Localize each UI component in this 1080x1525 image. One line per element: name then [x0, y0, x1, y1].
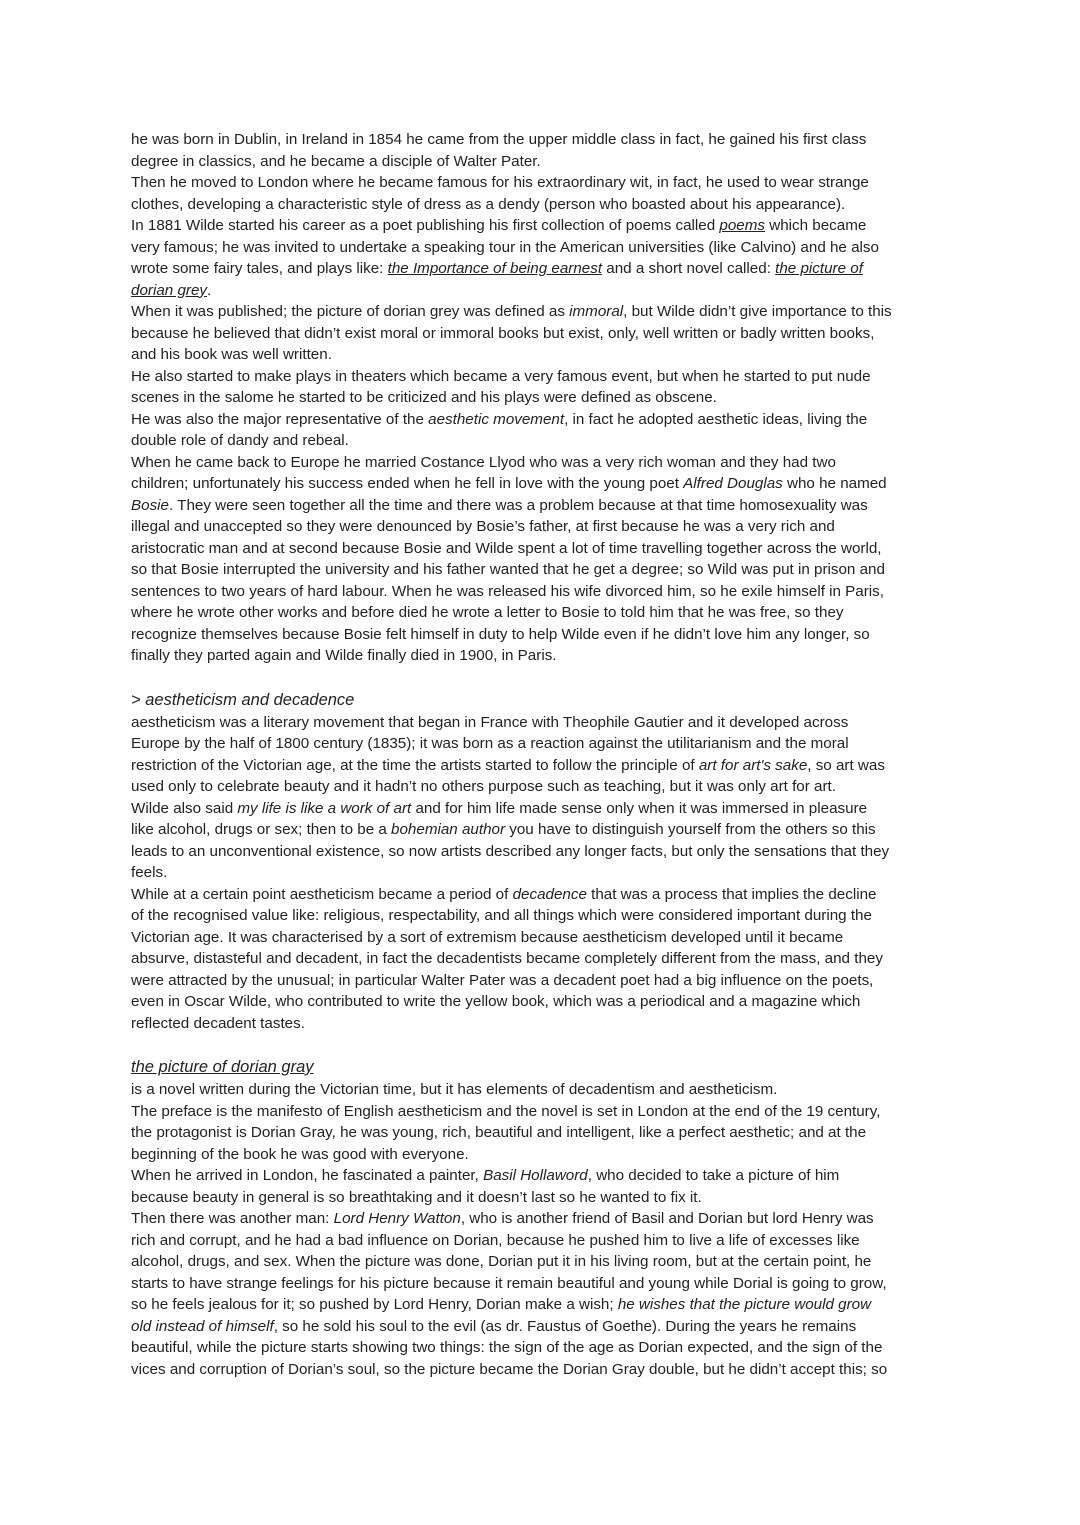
paragraph-line: [131, 1187, 961, 1209]
paragraph-line: [131, 841, 961, 863]
text-run: degree in classics, and he became a disciple of Walter Pater.: [131, 152, 541, 170]
paragraph-line: [131, 819, 961, 841]
text-run: , in fact he adopted aesthetic ideas, living the: [564, 410, 868, 428]
text-run: Europe by the half of 1800 century (1835); it was born as a reaction against the utilitarianism and the moral: [131, 735, 849, 752]
paragraph-line: [131, 798, 961, 820]
emphasis: aesthetic movement: [428, 410, 565, 428]
text-run: absurve, distasteful and decadent, in fact the decadentists became completely different from the mass, and they: [131, 950, 883, 967]
paragraph-line: [131, 1230, 961, 1252]
title-reference: the Importance of being earnest: [387, 260, 603, 277]
text-run: very famous; he was invited to undertake a speaking tour in the American universities (like Calvino) and he also: [131, 238, 879, 256]
paragraph-line: [131, 862, 961, 884]
emphasis: Lord Henry Watton: [333, 1210, 461, 1227]
text-run: . They were seen together all the time and there was a problem because at that time homosexuality was: [169, 496, 868, 514]
paragraph-line: [131, 1294, 961, 1316]
paragraph-line: [131, 387, 961, 409]
paragraph-line: [131, 1122, 961, 1144]
section-heading: > aestheticism and decadence: [131, 690, 355, 709]
text-run: so he feels jealous for it; so pushed by Lord Henry, Dorian make a wish;: [131, 1296, 618, 1313]
section-spacer: [131, 667, 961, 689]
emphasis: art for art's sake: [698, 756, 808, 774]
title-reference: the picture of: [775, 260, 863, 277]
biography-section: [131, 129, 961, 667]
paragraph-line: [131, 495, 961, 517]
text-run: and a short novel called:: [602, 260, 776, 277]
paragraph-line: [131, 1013, 961, 1035]
text-run: , so he sold his soul to the evil (as dr. Faustus of Goethe). During the years he remains: [273, 1317, 857, 1335]
paragraph-line: [131, 755, 961, 777]
paragraph-line: [131, 948, 961, 970]
paragraph-line: [131, 258, 961, 280]
paragraph-line: [131, 452, 961, 474]
text-run: In 1881 Wilde started his career as a poet publishing his first collection of poems called: [131, 217, 720, 234]
text-run: aristocratic man and at second because Bosie and Wilde spent a lot of time travelling together across the world,: [131, 539, 882, 557]
text-run: finally they parted again and Wilde finally died in 1900, in Paris.: [131, 647, 557, 664]
text-run: that was a process that implies the decline: [586, 885, 877, 903]
text-run: and his book was well written.: [131, 346, 332, 363]
paragraph-line: [131, 1316, 961, 1338]
paragraph-line: [131, 1359, 961, 1381]
paragraph-line: [131, 1273, 961, 1295]
paragraph-line: [131, 129, 961, 151]
text-run: When he arrived in London, he fascinated a painter,: [131, 1167, 484, 1184]
paragraph-line: [131, 280, 961, 302]
paragraph-line: [131, 1101, 961, 1123]
text-run: aestheticism was a literary movement that began in France with Theophile Gautier and it developed across: [131, 713, 849, 731]
title-reference: poems: [719, 217, 765, 234]
document-page: [131, 129, 961, 1380]
text-run: Then he moved to London where he became famous for his extraordinary wit, in fact, he used to wear strange: [131, 174, 869, 191]
text-run: rich and corrupt, and he had a bad influence on Dorian, because he pushed him to live a life of excesses like: [131, 1231, 860, 1249]
text-run: scenes in the salome he started to be criticized and his plays were defined as obscene.: [131, 389, 717, 406]
paragraph-line: [131, 1208, 961, 1230]
paragraph-line: [131, 194, 961, 216]
text-run: The preface is the manifesto of English aestheticism and the novel is set in London at the end of the 19 century,: [131, 1102, 881, 1120]
paragraph-line: [131, 237, 961, 259]
paragraph-line: [131, 1337, 961, 1359]
paragraph-line: [131, 927, 961, 949]
emphasis: Bosie: [131, 496, 169, 514]
text-run: you have to distinguish yourself from the others so this: [505, 821, 876, 838]
paragraph-line: [131, 624, 961, 646]
paragraph-line: [131, 1251, 961, 1273]
paragraph-line: [131, 516, 961, 538]
section-heading: the picture of dorian gray: [131, 1058, 314, 1076]
paragraph-line: [131, 538, 961, 560]
dorian-gray-section: [131, 1056, 961, 1380]
text-run: of the recognised value like: religious, respectability, and all things which were considered important during the: [131, 907, 872, 924]
paragraph-line: [131, 602, 961, 624]
text-run: , who decided to take a picture of him: [587, 1167, 840, 1184]
text-run: alcohol, drugs, and sex. When the picture was done, Dorian put it in his living room, but at the certain point, he: [131, 1253, 872, 1270]
text-run: who he named: [782, 475, 887, 492]
text-run: beautiful, while the picture starts showing two things: the sign of the age as Dorian expected, and the sign of the: [131, 1339, 883, 1356]
text-run: double role of dandy and rebeal.: [131, 432, 349, 449]
text-run: is a novel written during the Victorian time, but it has elements of decadentism and aestheticism.: [131, 1081, 778, 1098]
text-run: beginning of the book he was good with everyone.: [131, 1145, 469, 1163]
paragraph-line: [131, 991, 961, 1013]
paragraph-line: [131, 215, 961, 237]
section-spacer: [131, 1034, 961, 1056]
emphasis: immoral: [569, 303, 624, 320]
emphasis: old instead of himself: [131, 1317, 274, 1335]
paragraph-line: [131, 884, 961, 906]
text-run: Wilde also said: [131, 799, 238, 817]
text-run: illegal and unaccepted so they were denounced by Bosie’s father, at first because he was a very rich and: [131, 518, 835, 535]
title-reference: dorian grey: [131, 281, 207, 299]
text-run: He was also the major representative of the: [131, 410, 429, 428]
text-run: he was born in Dublin, in Ireland in 1854 he came from the upper middle class in fact, he gained his first class: [131, 131, 867, 148]
paragraph-line: [131, 905, 961, 927]
text-run: like alcohol, drugs or sex; then to be a: [131, 821, 392, 838]
text-run: where he wrote other works and before died he wrote a letter to Bosie to told him that he was free, so they: [131, 604, 844, 621]
paragraph-line: [131, 1079, 961, 1101]
text-run: and for him life made sense only when it was immersed in pleasure: [411, 799, 868, 817]
paragraph-line: [131, 323, 961, 345]
paragraph-line: [131, 970, 961, 992]
text-run: were attracted by the unusual; in particular Walter Pater was a decadent poet had a big influence on the poets,: [131, 971, 874, 989]
paragraph-line: [131, 473, 961, 495]
text-run: wrote some fairy tales, and plays like:: [131, 260, 388, 277]
emphasis: Alfred Douglas: [683, 475, 783, 492]
text-run: vices and corruption of Dorian’s soul, so the picture became the Dorian Gray double, but he didn’t accept this; so: [131, 1360, 888, 1378]
text-run: clothes, developing a characteristic style of dress as a dendy (person who boasted about his appearance).: [131, 195, 846, 213]
paragraph-line: [131, 172, 961, 194]
text-run: , so art was: [807, 756, 885, 774]
text-run: sentences to two years of hard labour. When he was released his wife divorced him, so he exile himself in Paris,: [131, 582, 884, 600]
paragraph-line: [131, 409, 961, 431]
emphasis: bohemian author: [391, 821, 506, 838]
text-run: even in Oscar Wilde, who contributed to write the yellow book, which was a periodical and a magazine which: [131, 993, 861, 1010]
paragraph-line: [131, 776, 961, 798]
text-run: feels.: [131, 864, 168, 881]
text-run: Victorian age. It was characterised by a sort of extremism because aestheticism developed until it became: [131, 928, 844, 946]
text-run: children; unfortunately his success ended when he fell in love with the young poet: [131, 475, 684, 492]
text-run: recognize themselves because Bosie felt himself in duty to help Wilde even if he didn’t love him any longer, so: [131, 625, 870, 643]
emphasis: my life is like a work of art: [237, 799, 412, 817]
text-run: leads to an unconventional existence, so now artists described any longer facts, but only the sensations that they: [131, 842, 890, 860]
text-run: used only to celebrate beauty and it hadn’t no others purpose such as teaching, but it was only art for art.: [131, 778, 836, 795]
emphasis: decadence: [512, 885, 587, 903]
text-run: .: [206, 281, 212, 299]
paragraph-line: [131, 581, 961, 603]
paragraph-line: [131, 344, 961, 366]
paragraph-line: [131, 733, 961, 755]
paragraph-line: [131, 712, 961, 734]
paragraph-line: [131, 1165, 961, 1187]
aestheticism-section: [131, 689, 961, 1035]
text-run: , but Wilde didn’t give importance to this: [623, 303, 892, 320]
paragraph-line: [131, 366, 961, 388]
paragraph-line: [131, 1144, 961, 1166]
text-run: He also started to make plays in theaters which became a very famous event, but when he started to put nude: [131, 367, 871, 385]
emphasis: he wishes that the picture would grow: [617, 1296, 872, 1313]
paragraph-line: [131, 645, 961, 667]
paragraph-line: [131, 559, 961, 581]
text-run: While at a certain point aestheticism became a period of: [131, 885, 513, 903]
text-run: , who is another friend of Basil and Dorian but lord Henry was: [460, 1210, 874, 1227]
text-run: When he came back to Europe he married Costance Llyod who was a very rich woman and they had two: [131, 453, 836, 471]
text-run: reflected decadent tastes.: [131, 1014, 305, 1032]
paragraph-line: [131, 301, 961, 323]
emphasis: Basil Hollaword: [483, 1167, 588, 1184]
text-run: starts to have strange feelings for his picture because it remain beautiful and young while Dorial is going to grow,: [131, 1274, 887, 1292]
text-run: because beauty in general is so breathtaking and it doesn’t last so he wanted to fix it.: [131, 1188, 702, 1206]
text-run: so that Bosie interrupted the university and his father wanted that he get a degree; so Wild was put in prison and: [131, 561, 885, 578]
paragraph-line: [131, 430, 961, 452]
text-run: because he believed that didn’t exist moral or immoral books but exist, only, well written or badly written books,: [131, 324, 875, 342]
paragraph-line: [131, 151, 961, 173]
text-run: When it was published; the picture of dorian grey was defined as: [131, 303, 570, 320]
text-run: Then there was another man:: [131, 1210, 334, 1227]
text-run: which became: [765, 217, 867, 234]
text-run: the protagonist is Dorian Gray, he was young, rich, beautiful and intelligent, like a perfect aesthetic; and at the: [131, 1124, 867, 1141]
text-run: restriction of the Victorian age, at the time the artists started to follow the principle of: [131, 756, 699, 774]
